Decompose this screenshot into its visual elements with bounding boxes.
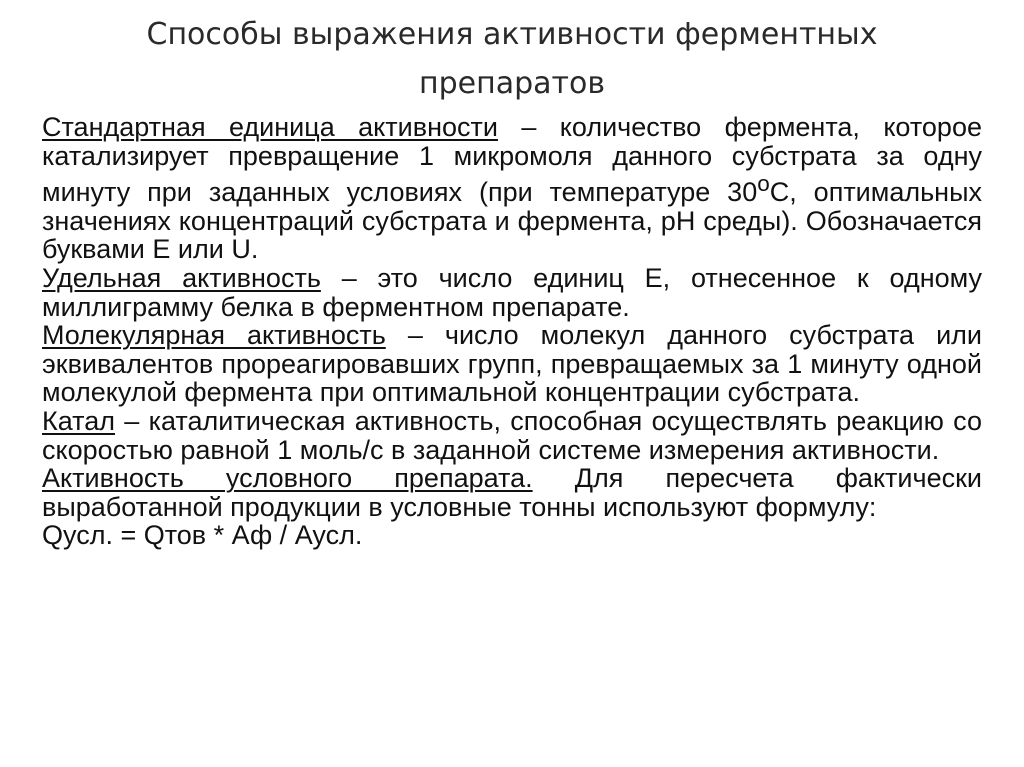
paragraph-specific-activity xyxy=(42,264,982,321)
paragraph-conditional-preparation xyxy=(42,464,982,521)
definition-katal: – каталитическая активность, способная осуществлять реакцию со скоростью равной 1 моль/с в заданной системе измерения активности. xyxy=(42,405,982,465)
slide-body xyxy=(42,113,982,550)
paragraph-molecular-activity xyxy=(42,321,982,407)
definition-specific-activity: – это число единиц Е, отнесенное к одному миллиграмму белка в ферментном препарате. xyxy=(42,262,982,322)
term-conditional-preparation: Активность условного препарата. xyxy=(42,463,533,494)
formula: Qусл. = Qтов * Аф / Аусл. xyxy=(42,520,363,551)
degree-superscript: о xyxy=(757,171,770,197)
definition-standard-unit-part-2: С, оптимальных значениях концентраций субстрата и фермента, pH среды). Обозначается буквами Е или U. xyxy=(42,177,982,265)
paragraph-katal xyxy=(42,407,982,464)
term-standard-unit: Стандартная единица активности xyxy=(42,112,498,142)
term-molecular-activity: Молекулярная активность xyxy=(42,320,386,351)
definition-conditional-preparation: Для пересчета фактически выработанной продукции в условные тонны используют формулу: xyxy=(42,463,982,522)
slide-title: Способы выражения активности ферментных препаратов xyxy=(146,17,878,101)
term-specific-activity: Удельная активность xyxy=(42,262,321,293)
definition-standard-unit-part-1: – количество фермента, которое катализирует превращение 1 микромоля данного субстрата за одну минуту при заданных условиях (при температуре 30 xyxy=(42,112,982,208)
definition-molecular-activity: – число молекул данного субстрата или эквивалентов прореагировавших групп, превращаемых за 1 минуту одной молекулой фермента при оптимальной концентрации субстрата. xyxy=(42,320,982,408)
paragraph-standard-unit xyxy=(42,113,982,264)
term-katal: Катал xyxy=(42,405,115,436)
